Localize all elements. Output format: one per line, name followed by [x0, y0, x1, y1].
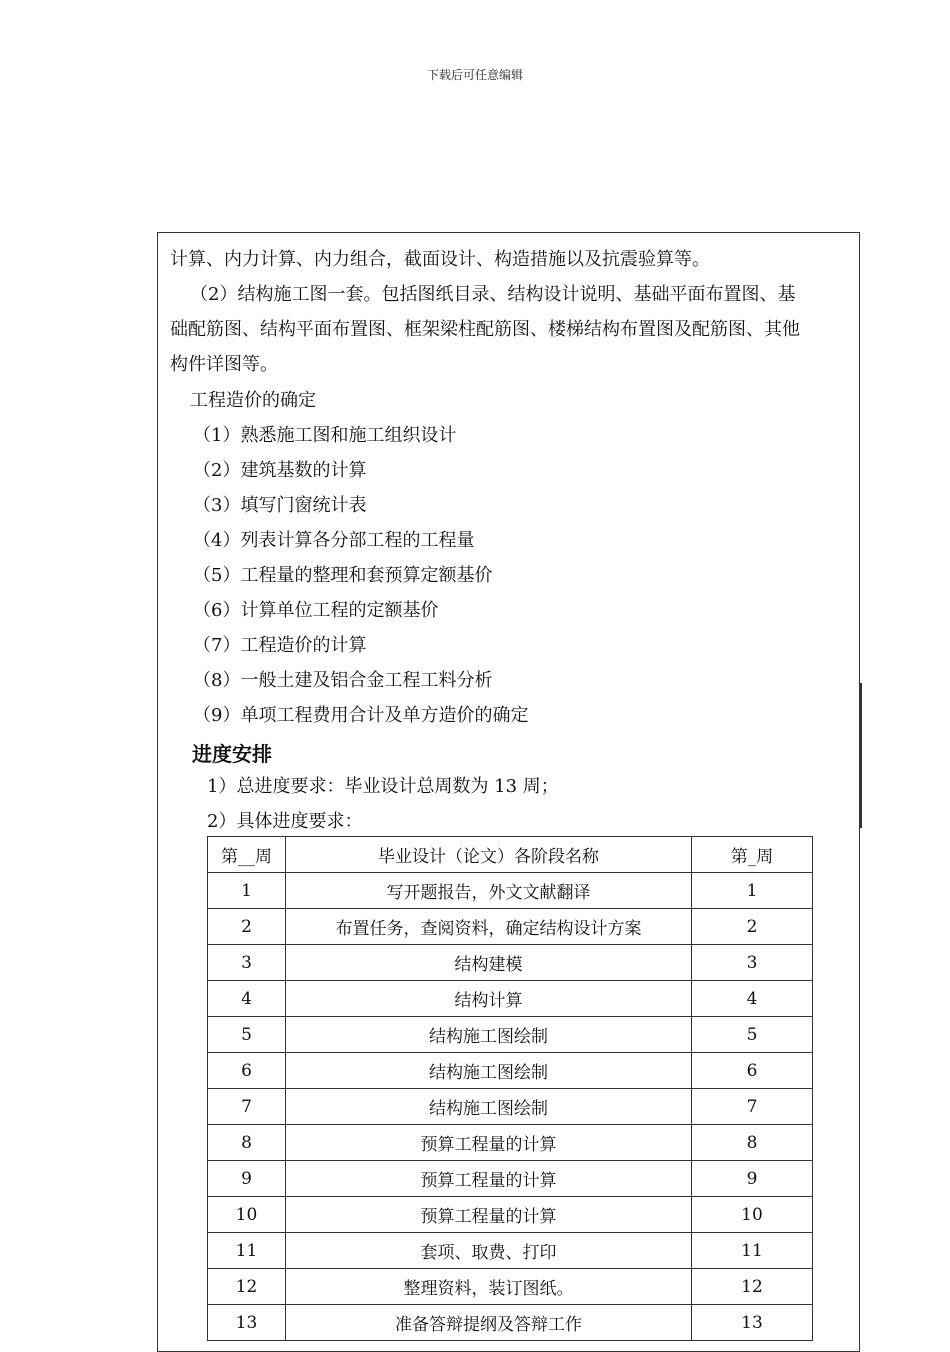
- stage-cell: 结构施工图绘制: [286, 1053, 692, 1089]
- week-cell: 3: [208, 945, 286, 981]
- week-cell: 2: [208, 909, 286, 945]
- stage-cell: 整理资料，装订图纸。: [286, 1269, 692, 1305]
- week-cell: 9: [208, 1161, 286, 1197]
- paragraph-line: 计算、内力计算、内力组合，截面设计、构造措施以及抗震验算等。: [170, 249, 710, 270]
- week-cell: 6: [692, 1053, 813, 1089]
- paragraph-line: 构件详图等。: [170, 354, 278, 375]
- cost-list-item: （4）列表计算各分部工程的工程量: [193, 530, 475, 551]
- table-row: [208, 1305, 813, 1341]
- table-row: [208, 909, 813, 945]
- week-cell: 13: [208, 1305, 286, 1341]
- week-cell: 12: [692, 1269, 813, 1305]
- stage-cell: 预算工程量的计算: [286, 1161, 692, 1197]
- paragraph-line: 础配筋图、结构平面布置图、框架梁柱配筋图、楼梯结构布置图及配筋图、其他: [170, 319, 800, 340]
- detailed-progress-requirement: 2）具体进度要求：: [207, 811, 363, 832]
- table-row: [208, 1017, 813, 1053]
- paragraph-line: （2）结构施工图一套。包括图纸目录、结构设计说明、基础平面布置图、基: [190, 284, 796, 305]
- table-row: [208, 1089, 813, 1125]
- stage-cell: 结构施工图绘制: [286, 1017, 692, 1053]
- total-progress-requirement: 1）总进度要求：毕业设计总周数为 13 周；: [207, 776, 559, 797]
- side-margin-mark: [860, 683, 862, 828]
- week-cell: 6: [208, 1053, 286, 1089]
- table-row: [208, 1197, 813, 1233]
- cost-list-item: （5）工程量的整理和套预算定额基价: [193, 565, 493, 586]
- week-cell: 8: [692, 1125, 813, 1161]
- cost-list-item: （2）建筑基数的计算: [193, 460, 367, 481]
- week-cell: 4: [692, 981, 813, 1017]
- week-cell: 8: [208, 1125, 286, 1161]
- stage-cell: 结构施工图绘制: [286, 1089, 692, 1125]
- week-cell: 1: [692, 873, 813, 909]
- week-cell: 4: [208, 981, 286, 1017]
- week-cell: 1: [208, 873, 286, 909]
- table-row: [208, 1233, 813, 1269]
- stage-cell: 预算工程量的计算: [286, 1197, 692, 1233]
- column-header: 第_周: [692, 837, 813, 873]
- column-header: 第__周: [208, 837, 286, 873]
- week-cell: 12: [208, 1269, 286, 1305]
- table-row: [208, 1269, 813, 1305]
- table-row: [208, 1053, 813, 1089]
- table-row: [208, 1125, 813, 1161]
- week-cell: 13: [692, 1305, 813, 1341]
- cost-section-title: 工程造价的确定: [190, 390, 316, 411]
- schedule-table: [207, 836, 813, 1341]
- week-cell: 5: [208, 1017, 286, 1053]
- week-cell: 5: [692, 1017, 813, 1053]
- week-cell: 10: [692, 1197, 813, 1233]
- header-note: 下载后可任意编辑: [426, 68, 523, 82]
- week-cell: 2: [692, 909, 813, 945]
- stage-cell: 预算工程量的计算: [286, 1125, 692, 1161]
- cost-list-item: （9）单项工程费用合计及单方造价的确定: [193, 705, 529, 726]
- stage-cell: 布置任务，查阅资料，确定结构设计方案: [286, 909, 692, 945]
- cost-list-item: （6）计算单位工程的定额基价: [193, 600, 439, 621]
- stage-cell: 套项、取费、打印: [286, 1233, 692, 1269]
- table-row: [208, 873, 813, 909]
- week-cell: 7: [208, 1089, 286, 1125]
- week-cell: 10: [208, 1197, 286, 1233]
- cost-list-item: （1）熟悉施工图和施工组织设计: [193, 425, 457, 446]
- table-header-row: [208, 837, 813, 873]
- table-row: [208, 981, 813, 1017]
- week-cell: 7: [692, 1089, 813, 1125]
- week-cell: 11: [208, 1233, 286, 1269]
- schedule-title: 进度安排: [192, 742, 272, 766]
- week-cell: 11: [692, 1233, 813, 1269]
- stage-cell: 结构建模: [286, 945, 692, 981]
- table-row: [208, 945, 813, 981]
- cost-list-item: （7）工程造价的计算: [193, 635, 367, 656]
- week-cell: 9: [692, 1161, 813, 1197]
- column-header: 毕业设计（论文）各阶段名称: [286, 837, 692, 873]
- stage-cell: 结构计算: [286, 981, 692, 1017]
- stage-cell: 准备答辩提纲及答辩工作: [286, 1305, 692, 1341]
- cost-list-item: （3）填写门窗统计表: [193, 495, 367, 516]
- cost-list-item: （8）一般土建及铝合金工程工料分析: [193, 670, 493, 691]
- table-row: [208, 1161, 813, 1197]
- stage-cell: 写开题报告，外文文献翻译: [286, 873, 692, 909]
- week-cell: 3: [692, 945, 813, 981]
